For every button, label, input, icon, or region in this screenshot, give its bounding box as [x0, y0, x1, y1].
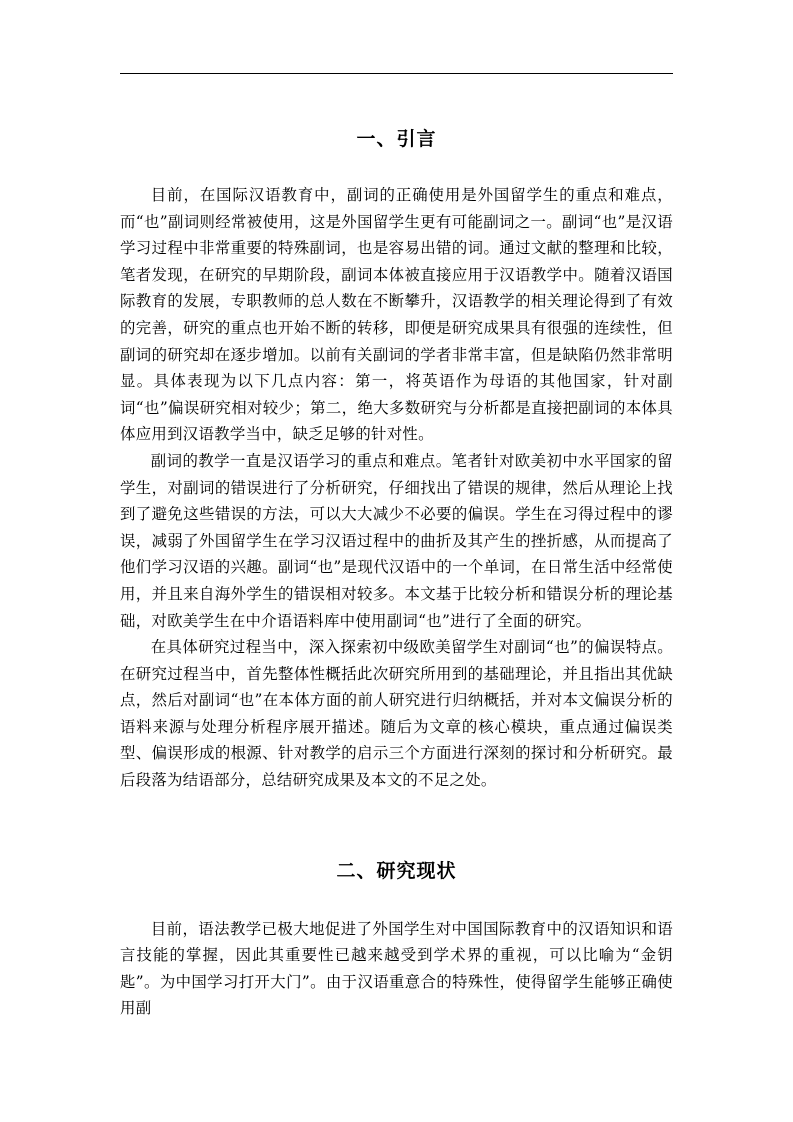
- paragraph: 在具体研究过程当中，深入探索初中级欧美留学生对副词“也”的偏误特点。在研究过程当中，首先整体性概括此次研究所用到的基础理论，并且指出其优缺点，然后对副词“也”在本体方面的前人研究进行归纳概括，并对本文偏误分析的语料来源与处理分析程序展开描述。随后为文章的核心模块，重点通过偏误类型、偏误形成的根源、针对教学的启示三个方面进行深刻的探讨和分析研究。最后段落为结语部分，总结研究成果及本文的不足之处。: [120, 638, 673, 790]
- document-body: [120, 124, 673, 1022]
- header-rule: [120, 73, 673, 74]
- section-heading-introduction: 一、引言: [356, 128, 437, 150]
- paragraph: 目前，语法教学已极大地促进了外国学生对中国国际教育中的汉语知识和语言技能的掌握，因此其重要性已越来越受到学术界的重视，可以比喻为“金钥匙”。为中国学习打开大门”。由于汉语重意合的特殊性，使得留学生能够正确使用副: [120, 919, 673, 1018]
- section-heading-research-status: 二、研究现状: [336, 859, 457, 882]
- paragraph: 目前，在国际汉语教育中，副词的正确使用是外国留学生的重点和难点，而“也”副词则经常被使用，这是外国留学生更有可能副词之一。副词“也”是汉语学习过程中非常重要的特殊副词，也是容易出错的词。通过文献的整理和比较，笔者发现，在研究的早期阶段，副词本体被直接应用于汉语教学中。随着汉语国际教育的发展，专职教师的总人数在不断攀升，汉语教学的相关理论得到了有效的完善，研究的重点也开始不断的转移，即便是研究成果具有很强的连续性，但副词的研究却在逐步增加。以前有关副词的学者非常丰富，但是缺陷仍然非常明显。具体表现为以下几点内容：第一，将英语作为母语的其他国家，针对副词“也”偏误研究相对较少；第二，绝大多数研究与分析都是直接把副词的本体具体应用到汉语教学当中，缺乏足够的针对性。: [120, 186, 673, 444]
- paragraph: 副词的教学一直是汉语学习的重点和难点。笔者针对欧美初中水平国家的留学生，对副词的错误进行了分析研究，仔细找出了错误的规律，然后从理论上找到了避免这些错误的方法，可以大大减少不必要的偏误。学生在习得过程中的谬误，减弱了外国留学生在学习汉语过程中的曲折及其产生的挫折感，从而提高了他们学习汉语的兴趣。副词“也”是现代汉语中的一个单词，在日常生活中经常使用，并且来自海外学生的错误相对较多。本文基于比较分析和错误分析的理论基础，对欧美学生在中介语语料库中使用副词“也”进行了全面的研究。: [120, 451, 673, 630]
